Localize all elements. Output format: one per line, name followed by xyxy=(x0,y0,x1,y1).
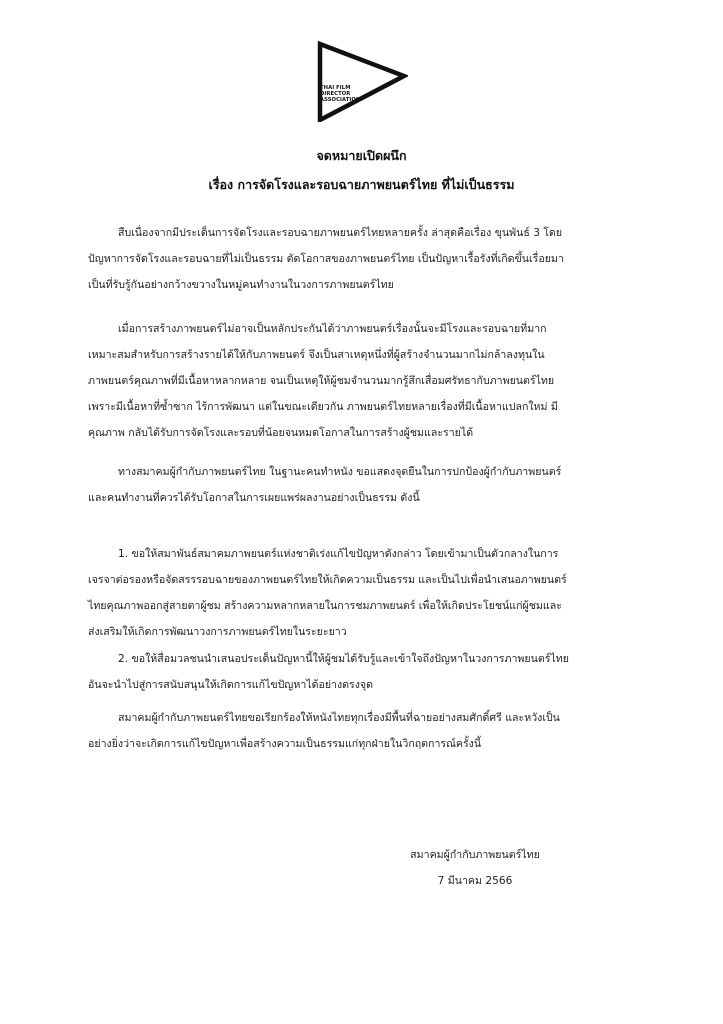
letter-heading: จดหมายเปิดผนึก xyxy=(316,148,407,163)
logo-line-1: THAI FILM xyxy=(320,85,351,91)
paragraph-5 xyxy=(88,646,656,698)
letter-subject: เรื่อง การจัดโรงและรอบฉายภาพยนตร์ไทย ที่ไม่เป็นธรรม xyxy=(208,177,515,192)
paragraph-line: เพราะมีเนื้อหาที่ซ้ำซาก ไร้การพัฒนา แต่ในขณะเดียวกัน ภาพยนตร์ไทยหลายเรื่องที่มีเนื้อหาแปลกใหม่ มี xyxy=(88,401,558,413)
paragraph-line: เจรจาต่อรองหรือจัดสรรรอบฉายของภาพยนตร์ไทยให้เกิดความเป็นธรรม และเป็นไปเพื่อนำเสนอภาพยนตร์ xyxy=(88,574,567,586)
paragraph-4 xyxy=(88,541,656,645)
paragraph-line: ทางสมาคมผู้กำกับภาพยนตร์ไทย ในฐานะคนทำหนัง ขอแสดงจุดยืนในการปกป้องผู้กำกับภาพยนตร์ xyxy=(118,466,562,478)
triangle-logo-icon xyxy=(316,38,408,122)
paragraph-3 xyxy=(88,459,656,511)
paragraph-line: สมาคมผู้กำกับภาพยนตร์ไทยขอเรียกร้องให้หนังไทยทุกเรื่องมีพื้นที่ฉายอย่างสมศักดิ์ศรี และหวังเป็น xyxy=(118,712,560,724)
logo-text xyxy=(320,86,364,103)
paragraph-line: เมื่อการสร้างภาพยนตร์ไม่อาจเป็นหลักประกันได้ว่าภาพยนตร์เรื่องนั้นจะมีโรงและรอบฉายที่มาก xyxy=(118,323,547,335)
paragraph-line: 2. ขอให้สื่อมวลชนนำเสนอประเด็นปัญหานี้ให้ผู้ชมได้รับรู้และเข้าใจถึงปัญหาในวงการภาพยนตร์ไทย xyxy=(118,653,569,665)
logo-line-3: ASSOCIATION xyxy=(320,96,361,103)
paragraph-line: ไทยคุณภาพออกสู่สายตาผู้ชม สร้างความหลากหลายในการชมภาพยนตร์ เพื่อให้เกิดประโยชน์แก่ผู้ชมและ xyxy=(88,600,562,612)
paragraph-line: ส่งเสริมให้เกิดการพัฒนาวงการภาพยนตร์ไทยในระยะยาว xyxy=(88,626,347,638)
paragraph-6 xyxy=(88,705,656,757)
paragraph-2 xyxy=(88,316,656,446)
paragraph-line: 1. ขอให้สมาพันธ์สมาคมภาพยนตร์แห่งชาติเร่งแก้ไขปัญหาดังกล่าว โดยเข้ามาเป็นตัวกลางในการ xyxy=(118,548,559,560)
signature-block xyxy=(395,842,555,894)
paragraph-line: ภาพยนตร์คุณภาพที่มีเนื้อหาหลากหลาย จนเป็นเหตุให้ผู้ชมจำนวนมากรู้สึกเสื่อมศรัทธากับภาพยนตร์ไทย xyxy=(88,375,555,387)
paragraph-line: และคนทำงานที่ควรได้รับโอกาสในการเผยแพร่ผลงานอย่างเป็นธรรม ดังนี้ xyxy=(88,492,420,504)
paragraph-1 xyxy=(88,220,656,298)
paragraph-line: สืบเนื่องจากมีประเด็นการจัดโรงและรอบฉายภาพยนตร์ไทยหลายครั้ง ล่าสุดคือเรื่อง ขุนพันธ์ 3 โดย xyxy=(118,227,563,239)
paragraph-line: เหมาะสมสำหรับการสร้างรายได้ให้กับภาพยนตร์ จึงเป็นสาเหตุหนึ่งที่ผู้สร้างจำนวนมากไม่กล้าลงทุนใน xyxy=(88,349,545,361)
paragraph-line: อันจะนำไปสู่การสนับสนุนให้เกิดการแก้ไขปัญหาได้อย่างตรงจุด xyxy=(88,679,373,691)
signature-organization: สมาคมผู้กำกับภาพยนตร์ไทย xyxy=(410,849,540,861)
association-logo xyxy=(316,38,408,122)
logo-line-2: DIRECTOR xyxy=(320,90,351,97)
paragraph-line: อย่างยิ่งว่าจะเกิดการแก้ไขปัญหาเพื่อสร้างความเป็นธรรมแก่ทุกฝ่ายในวิกฤตการณ์ครั้งนี้ xyxy=(88,738,482,750)
paragraph-line: เป็นที่รับรู้กันอย่างกว้างขวางในหมู่คนทำงานในวงการภาพยนตร์ไทย xyxy=(88,279,394,291)
paragraph-line: คุณภาพ กลับได้รับการจัดโรงและรอบที่น้อยจนหมดโอกาสในการสร้างผู้ชมและรายได้ xyxy=(88,427,474,439)
paragraph-line: ปัญหาการจัดโรงและรอบฉายที่ไม่เป็นธรรม ตัดโอกาสของภาพยนตร์ไทย เป็นปัญหาเรื้อรังที่เกิดขึ้นเรื่อยมา xyxy=(88,253,564,265)
signature-date: 7 มีนาคม 2566 xyxy=(437,875,513,887)
